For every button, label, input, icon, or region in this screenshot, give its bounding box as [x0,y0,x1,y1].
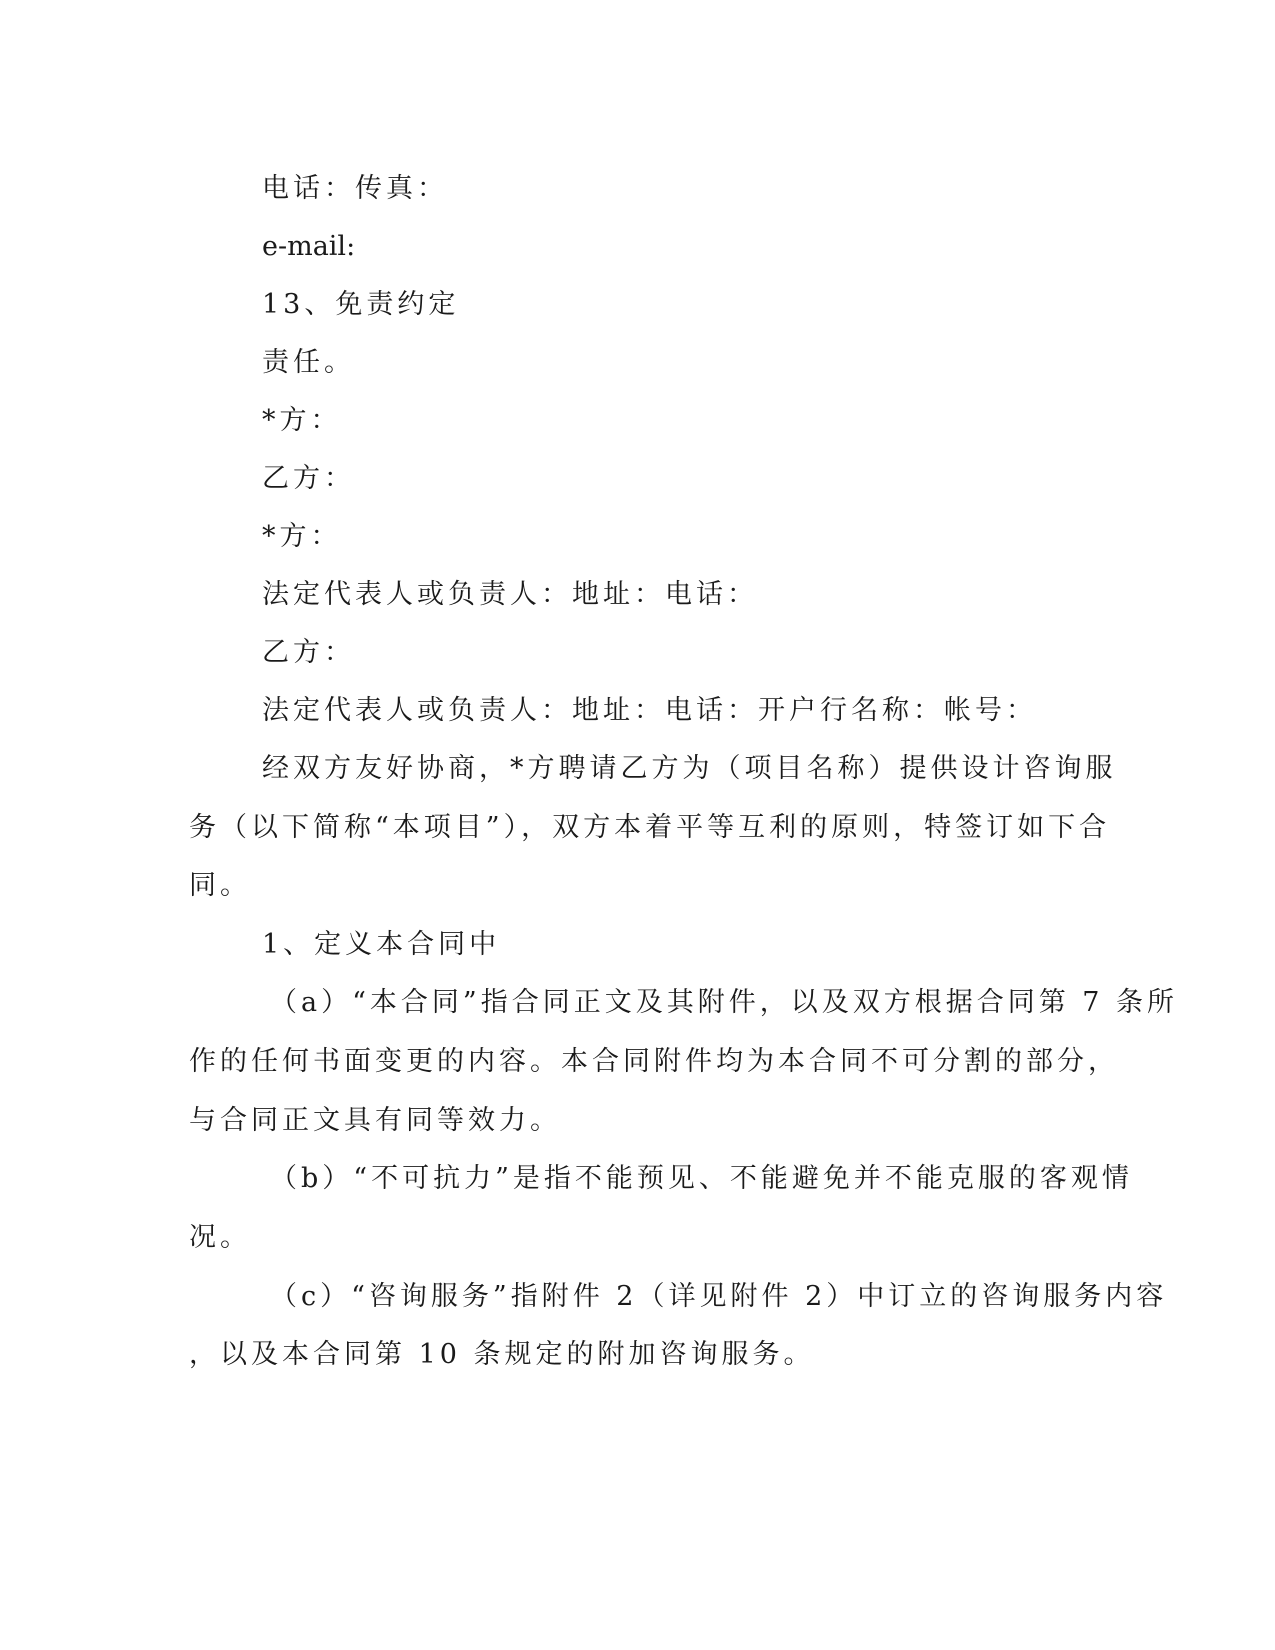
section-1-heading: 1、定义本合同中 [262,929,501,960]
definition-b-line-2: 况。 [189,1222,251,1253]
contact-phone-fax-line: 电话：传真： [262,173,448,204]
party-b-label-2: 乙方： [262,637,355,668]
definition-c-line-1: （c）“咨询服务”指附件 2（详见附件 2）中订立的咨询服务内容 [270,1281,1168,1312]
definition-a-line-2: 作的任何书面变更的内容。本合同附件均为本合同不可分割的部分， [189,1046,1119,1077]
liability-text: 责任。 [262,347,355,378]
definition-c-line-2: ，以及本合同第 10 条规定的附加咨询服务。 [189,1339,815,1370]
preamble-line-1: 经双方友好协商，*方聘请乙方为（项目名称）提供设计咨询服 [262,753,1117,784]
party-b-label: 乙方： [262,463,355,494]
party-a-label: *方： [262,405,342,436]
definition-a-line-1: （a）“本合同”指合同正文及其附件，以及双方根据合同第 7 条所 [270,987,1179,1018]
section-13-heading: 13、免责约定 [262,289,460,320]
definition-b-line-1: （b）“不可抗力”是指不能预见、不能避免并不能克服的客观情 [270,1163,1133,1194]
party-a-label-2: *方： [262,521,342,552]
definition-a-line-3: 与合同正文具有同等效力。 [189,1105,561,1136]
party-a-representative-line: 法定代表人或负责人：地址：电话： [262,579,758,610]
contact-email-line: e-mail: [262,231,356,262]
party-b-representative-line: 法定代表人或负责人：地址：电话：开户行名称：帐号： [262,695,1037,726]
preamble-line-2: 务（以下简称“本项目”），双方本着平等互利的原则，特签订如下合 [189,812,1111,843]
preamble-line-3: 同。 [189,870,251,901]
